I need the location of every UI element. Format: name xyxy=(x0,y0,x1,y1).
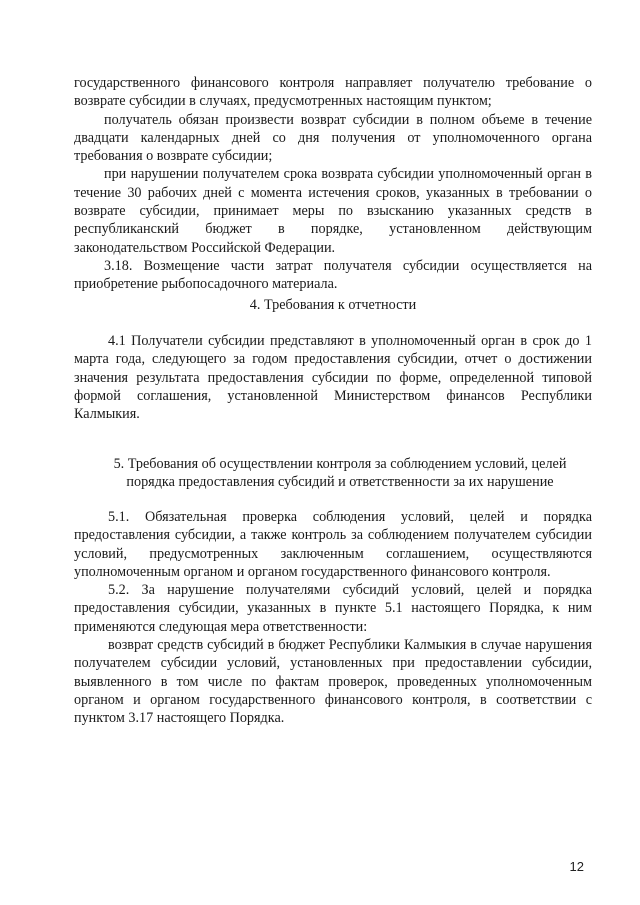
paragraph-4-1: 4.1 Получатели субсидии представляют в уполномоченный орган в срок до 1 марта года, следующего за годом предоставления субсидии, отчет о достижении значения результата предоставления субсидии по форме, определенной типовой формой соглашения, установленной Министерством финансов Республики Калмыкия. xyxy=(74,333,592,423)
paragraph-violation-deadline: при нарушении получателем срока возврата субсидии уполномоченный орган в течение 30 рабочих дней с момента истечения сроков, указанных в требовании о возврате субсидии, принимает меры по взысканию указанных средств в республиканский бюджет в порядке, установленном действующим законодательством Российской Федерации. xyxy=(74,166,592,256)
section-3-continuation xyxy=(74,74,592,294)
section-4-body xyxy=(74,332,592,423)
paragraph-5-2: 5.2. За нарушение получателями субсидий условий, целей и порядка предоставления субсидии, указанных в пункте 5.1 настоящего Порядка, к ним применяются следующая мера ответственности: xyxy=(74,582,592,635)
section-5-heading: 5. Требования об осуществлении контроля за соблюдением условий, целей порядка предоставления субсидий и ответственности за их нарушение xyxy=(113,456,567,491)
paragraph-5-1: 5.1. Обязательная проверка соблюдения условий, целей и порядка предоставления субсидии, а также контроль за соблюдением получателем субсидии условий, предусмотренных заключенным соглашением, осуществляются уполномоченным органом и органом государственного финансового контроля. xyxy=(74,509,592,580)
section-5-body xyxy=(74,508,592,728)
page-number: 12 xyxy=(569,859,584,874)
paragraph-requirement-return: государственного финансового контроля направляет получателю требование о возврате субсидии в случаях, предусмотренных настоящим пунктом; xyxy=(74,75,592,110)
section-4-heading: 4. Требования к отчетности xyxy=(249,297,417,313)
paragraph-5-2-measure: возврат средств субсидий в бюджет Республики Калмыкия в случае нарушения получателем субсидии условий, установленных при предоставлении субсидии, выявленного в том числе по фактам проверок, проведенных уполномоченным органом и органом государственного финансового контроля, в соответствии с пунктом 3.17 настоящего Порядка. xyxy=(74,637,592,727)
paragraph-recipient-obligation: получатель обязан произвести возврат субсидии в полном объеме в течение двадцати календарных дней со дня получения от уполномоченного органа требования о возврате субсидии; xyxy=(74,111,592,165)
paragraph-3-18: 3.18. Возмещение части затрат получателя субсидии осуществляется на приобретение рыбопосадочного материала. xyxy=(74,257,592,293)
